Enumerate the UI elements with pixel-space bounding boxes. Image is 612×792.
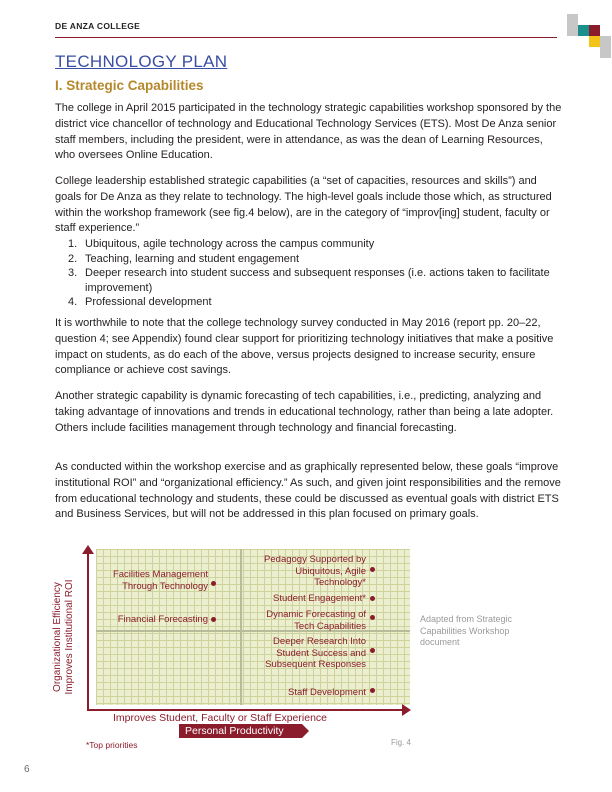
item-bullet xyxy=(370,596,375,601)
list-item xyxy=(68,252,568,267)
paragraph-1 xyxy=(55,101,565,164)
maroon-square xyxy=(589,25,600,36)
figure-number: Fig. 4 xyxy=(391,738,412,747)
y-axis-arrow-icon xyxy=(82,545,94,554)
list-item xyxy=(68,237,568,252)
x-axis-sublabel: Personal Productivity xyxy=(179,724,302,738)
yellow-square xyxy=(589,36,600,47)
list-text: Deeper research into student success and subsequent responses (i.e. actions taken to facilitate improvement) xyxy=(85,267,550,294)
item-financial: Financial Forecasting xyxy=(117,614,208,625)
paragraph-text: Another strategic capability is dynamic forecasting of tech capabilities, i.e., predicting, analyzing and taking advantage of innovations and trends in educational technology, rather than being a late adopter. Others include facilities management through technology and financial forecasting. xyxy=(55,390,554,434)
x-axis-label: Improves Student, Faculty or Staff Experience xyxy=(113,712,327,724)
figure-footnote: *Top priorities xyxy=(86,740,138,750)
gray-square xyxy=(567,14,578,25)
item-bullet xyxy=(370,615,375,620)
item-engagement: Student Engagement* xyxy=(273,593,366,604)
gray-square xyxy=(600,36,611,47)
paragraph-text: As conducted within the workshop exercise and as graphically represented below, these goals “improve institutional ROI” and “organizational efficiency.” As such, and given joint responsibilities and the remove from educational technology and students, these could be discussed as eventual goals with district ETS and Business Services, but will not be addressed in this plan focused on primary goals. xyxy=(55,461,561,521)
item-forecasting: Dynamic Forecasting of Tech Capabilities xyxy=(266,609,366,632)
item-facilities: Facilities Management Through Technology xyxy=(112,569,208,592)
gray-square xyxy=(600,47,611,58)
page-title: TECHNOLOGY PLAN xyxy=(55,52,228,71)
paragraph-2 xyxy=(55,174,565,237)
item-research: Deeper Research Into Student Success and Subsequent Responses xyxy=(265,636,366,670)
paragraph-3 xyxy=(55,316,565,379)
item-bullet xyxy=(211,617,216,622)
goals-list xyxy=(68,237,568,310)
list-item xyxy=(68,295,568,310)
y-axis-line xyxy=(87,553,89,711)
item-bullet xyxy=(370,648,375,653)
gray-square xyxy=(567,25,578,36)
x-axis-arrow-icon xyxy=(402,704,411,716)
quadrant-divider-vertical xyxy=(240,549,242,705)
item-bullet xyxy=(370,567,375,572)
figure-source-note: Adapted from Strategic Capabilities Workshop document xyxy=(420,614,513,647)
header-rule xyxy=(55,37,557,38)
item-staff: Staff Development xyxy=(288,687,366,698)
y-axis-label-outer: Organizational Efficiency xyxy=(52,582,63,692)
paragraph-text: The college in April 2015 participated in the technology strategic capabilities workshop sponsored by the district vice chancellor of technology and Educational Technology Services (ETS). Most De Anza senior staff members, including the president, were in attendance, as was the dean of Learning Resources, who oversees Online Education. xyxy=(55,102,562,162)
x-axis-line xyxy=(87,709,403,711)
item-bullet xyxy=(370,688,375,693)
list-text: Teaching, learning and student engagement xyxy=(85,252,300,265)
list-item xyxy=(68,266,568,295)
paragraph-text: College leadership established strategic capabilities (a “set of capacities, resources and skills”) and goals for De Anza as they relate to technology. The high-level goals include those which, as structured within the workshop framework (see fig.4 below), are in the category of “improv[ing] student, faculty or staff experience.” xyxy=(55,175,552,235)
item-bullet xyxy=(211,581,216,586)
paragraph-4 xyxy=(55,389,565,436)
list-text: Professional development xyxy=(85,296,212,309)
page-number: 6 xyxy=(24,764,30,775)
list-number: 3. xyxy=(68,267,78,280)
list-text: Ubiquitous, agile technology across the campus community xyxy=(85,238,375,250)
y-axis-label-inner: Improves Institutional ROI xyxy=(64,579,75,695)
list-number: 4. xyxy=(68,296,78,309)
paragraph-text: It is worthwhile to note that the college technology survey conducted in May 2016 (report pp. 20–22, question 4; see Appendix) found clear support for prioritizing technology initiatives that make a positive impact on students, as do each of the above, versus projects designed to increase security, ensure compliance or achieve cost savings. xyxy=(55,317,554,377)
list-number: 1. xyxy=(68,238,78,250)
college-name: DE ANZA COLLEGE xyxy=(55,21,141,31)
list-number: 2. xyxy=(68,252,78,265)
item-pedagogy: Pedagogy Supported by Ubiquitous, Agile Technology* xyxy=(264,554,366,588)
section-heading: I. Strategic Capabilities xyxy=(55,78,204,93)
teal-square xyxy=(578,25,589,36)
paragraph-5 xyxy=(55,460,565,523)
